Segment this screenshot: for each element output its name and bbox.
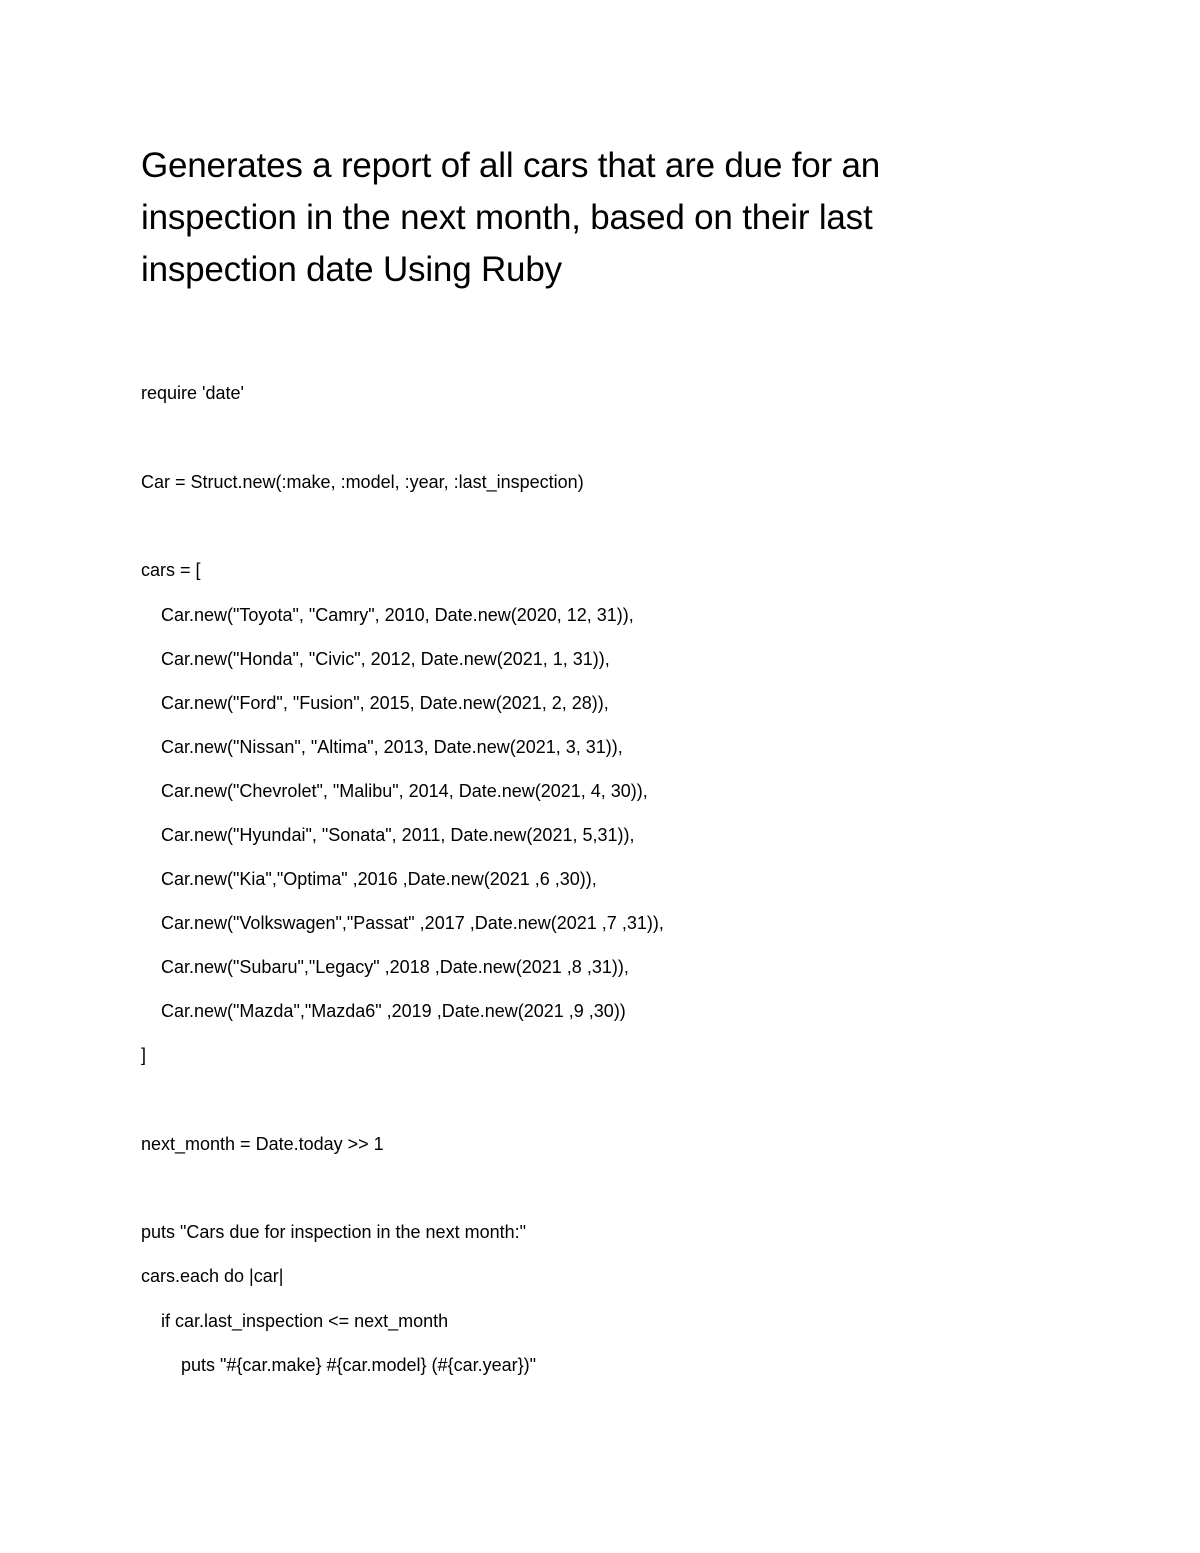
code-line-each: cars.each do |car| [141,1266,284,1286]
code-line-if: if car.last_inspection <= next_month [161,1311,449,1331]
code-line-car-volkswagen: Car.new("Volkswagen","Passat" ,2017 ,Date.new(2021 ,7 ,31)), [161,913,664,933]
code-line-car-nissan: Car.new("Nissan", "Altima", 2013, Date.new(2021, 3, 31)), [161,737,623,757]
code-line-car-hyundai: Car.new("Hyundai", "Sonata", 2011, Date.new(2021, 5,31)), [161,825,635,845]
code-line-next-month: next_month = Date.today >> 1 [141,1134,384,1154]
code-line-car-kia: Car.new("Kia","Optima" ,2016 ,Date.new(2021 ,6 ,30)), [161,869,597,889]
code-line-struct: Car = Struct.new(:make, :model, :year, :last_inspection) [141,472,584,492]
code-line-require: require 'date' [141,383,244,403]
code-line-car-subaru: Car.new("Subaru","Legacy" ,2018 ,Date.new(2021 ,8 ,31)), [161,957,629,977]
document-title: Generates a report of all cars that are due for an inspection in the next month, based on their last inspection date Using Ruby [141,146,881,289]
code-line-car-ford: Car.new("Ford", "Fusion", 2015, Date.new(2021, 2, 28)), [161,693,609,713]
code-line-car-honda: Car.new("Honda", "Civic", 2012, Date.new(2021, 1, 31)), [161,649,610,669]
code-line-car-chevrolet: Car.new("Chevrolet", "Malibu", 2014, Date.new(2021, 4, 30)), [161,781,648,801]
code-line-cars-close: ] [141,1045,147,1065]
code-line-cars-open: cars = [ [141,560,201,580]
code-line-car-mazda: Car.new("Mazda","Mazda6" ,2019 ,Date.new(2021 ,9 ,30)) [161,1001,626,1021]
code-line-car-toyota: Car.new("Toyota", "Camry", 2010, Date.new(2020, 12, 31)), [161,605,634,625]
code-line-puts-car: puts "#{car.make} #{car.model} (#{car.year})" [181,1355,536,1375]
code-line-puts-header: puts "Cars due for inspection in the next month:" [141,1222,526,1242]
